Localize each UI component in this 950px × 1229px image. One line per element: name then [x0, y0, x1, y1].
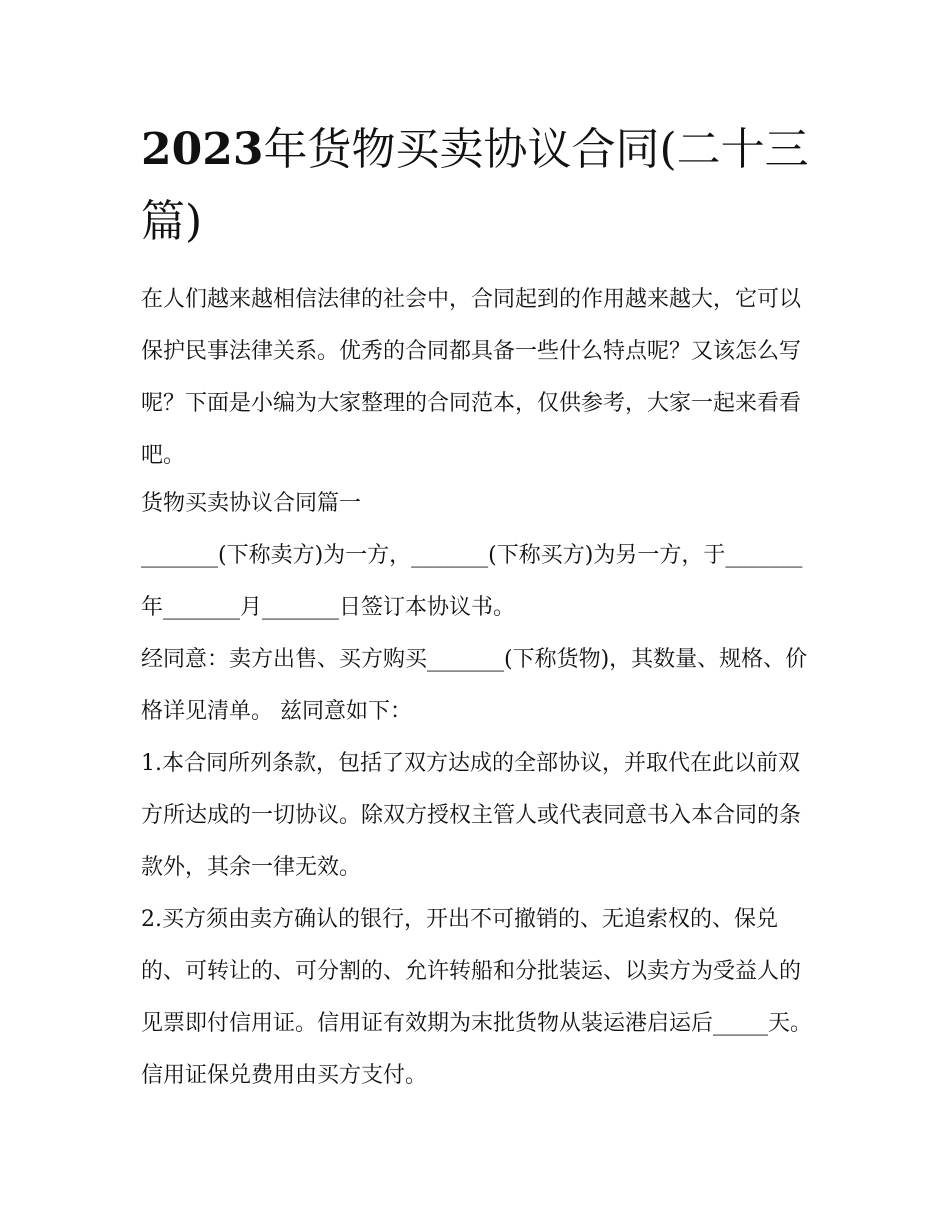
intro-paragraph: 在人们越来越相信法律的社会中，合同起到的作用越来越大，它可以保护民事法律关系。优秀的合同都具备一些什么特点呢？又该怎么写呢？下面是小编为大家整理的合同范本，仅供参考，大家一起来看看吧。 [141, 287, 802, 468]
clause-2: 2.买方须由卖方确认的银行，开出不可撤销的、无追索权的、保兑的、可转让的、可分割的、允许转船和分批装运、以卖方为受益人的见票即付信用证。信用证有效期为末批货物从装运港启运后_____天。信用证保兑费用由买方支付。 [141, 907, 813, 1088]
title-year: 2023 [141, 124, 264, 175]
title-text: 年货物买卖协议合同(二十三篇) [141, 124, 809, 247]
contract-body [141, 530, 821, 1102]
section-title: 货物买卖协议合同篇一 [141, 491, 362, 516]
parties-paragraph: _______(下称卖方)为一方，_______(下称买方)为另一方，于_______年_______月_______日签订本协议书。 [141, 543, 803, 620]
agreement-paragraph: 经同意：卖方出售、买方购买_______(下称货物)，其数量、规格、价格详见清单。 兹同意如下： [141, 647, 808, 724]
clause-1: 1.本合同所列条款，包括了双方达成的全部协议，并取代在此以前双方所达成的一切协议。除双方授权主管人或代表同意书入本合同的条款外，其余一律无效。 [141, 751, 802, 880]
document-title [141, 114, 821, 258]
